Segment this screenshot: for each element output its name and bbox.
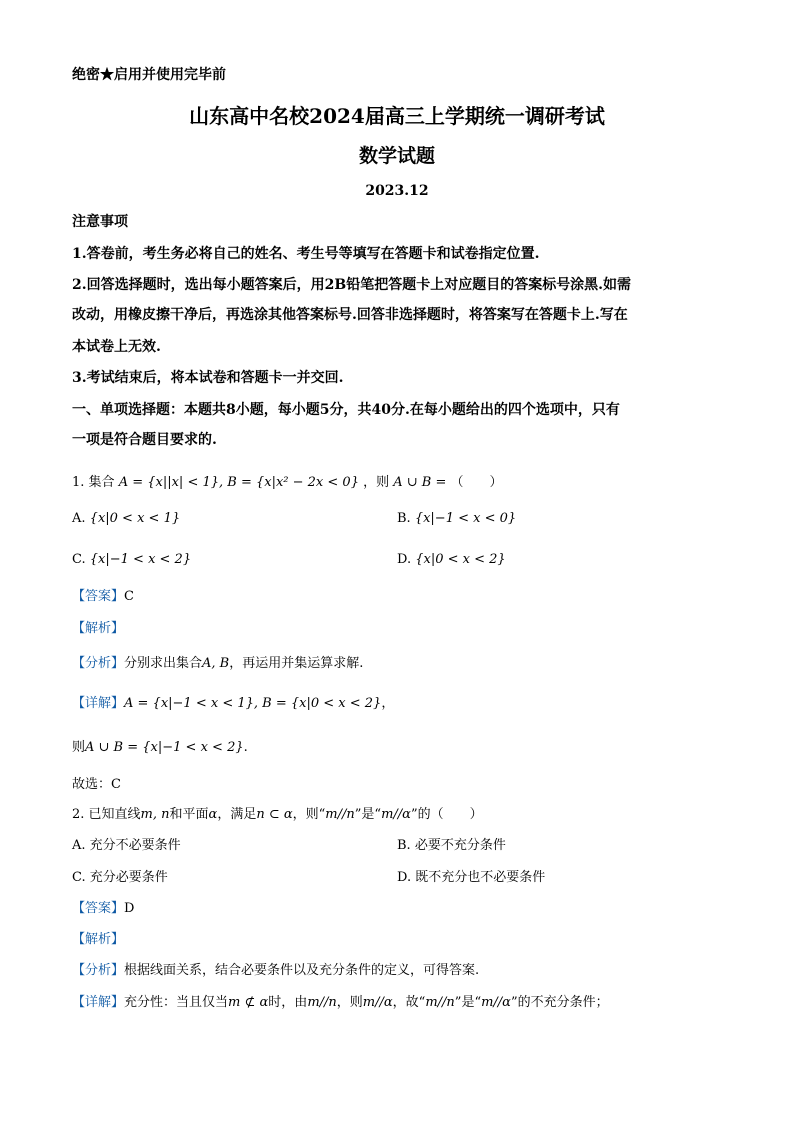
section-1-instructions-line-2: 一项是符合题目要求的. [72, 432, 217, 448]
secret-label: 绝密★启用并使用完毕前 [72, 67, 226, 83]
notes-item-1: 1.答卷前，考生务必将自己的姓名、考生号等填写在答题卡和试卷指定位置. [72, 246, 540, 262]
q1-choice: 故选：C [72, 777, 121, 792]
q2-analysis: 【分析】根据线面关系，结合必要条件以及充分条件的定义，可得答案. [72, 963, 480, 978]
exam-date: 2023.12 [365, 183, 429, 199]
q2-option-d: D. 既不充分也不必要条件 [397, 870, 546, 885]
q1-prefix: 1. 集合 [72, 475, 115, 490]
q1-paren: （ ） [450, 475, 503, 490]
notes-item-2-line-2: 改动，用橡皮擦干净后，再选涂其他答案标号.回答非选择题时，将答案写在答题卡上.写在 [72, 307, 628, 323]
notes-item-3: 3.考试结束后，将本试卷和答题卡一并交回. [72, 370, 344, 386]
q1-option-b: B. {x|−1 < x < 0} [397, 511, 517, 526]
exam-subtitle: 数学试题 [358, 145, 435, 167]
q2-option-c: C. 充分必要条件 [72, 870, 168, 885]
q1-detail: 【详解】A = {x|−1 < x < 1}, B = {x|0 < x < 2}， [72, 696, 395, 711]
notes-item-2-line-1: 2.回答选择题时，选出每小题答案后，用2B铅笔把答题卡上对应题目的答案标号涂黑.如需 [72, 277, 632, 293]
q1-sets: A = {x||x| < 1}, B = {x|x² − 2x < 0} [118, 475, 359, 490]
q1-option-a: A. {x|0 < x < 1} [72, 511, 181, 526]
q1-mid: ，则 [363, 475, 390, 490]
q1-option-d: D. {x|0 < x < 2} [397, 552, 506, 567]
notes-item-2-line-3: 本试卷上无效. [72, 339, 161, 355]
q1-expr: A ∪ B = [393, 475, 447, 490]
q2-answer: 【答案】D [72, 901, 135, 916]
q2-detail: 【详解】充分性：当且仅当m ⊄ α时，由m//n，则m//α，故“m//n”是“m//α”的不充分条件； [72, 995, 609, 1010]
q1-analysis: 【分析】分别求出集合A, B，再运用并集运算求解. [72, 656, 364, 671]
q1-answer: 【答案】C [72, 589, 134, 604]
q2-option-a: A. 充分不必要条件 [72, 838, 181, 853]
question-1 [72, 473, 503, 493]
exam-title: 山东高中名校2024届高三上学期统一调研考试 [189, 104, 605, 128]
q2-option-b: B. 必要不充分条件 [397, 838, 506, 853]
q1-detail-conclusion: 则A ∪ B = {x|−1 < x < 2}. [72, 740, 248, 755]
q1-option-c: C. {x|−1 < x < 2} [72, 552, 192, 567]
section-1-instructions-line-1: 一、单项选择题：本题共8小题，每小题5分，共40分.在每小题给出的四个选项中，只有 [72, 402, 620, 418]
question-2: 2. 已知直线m, n和平面α，满足n ⊂ α，则“m//n”是“m//α”的（ ） [72, 807, 483, 822]
q1-explanation-tag: 【解析】 [72, 621, 125, 636]
q2-explanation-tag: 【解析】 [72, 932, 125, 947]
notes-heading: 注意事项 [72, 214, 128, 230]
